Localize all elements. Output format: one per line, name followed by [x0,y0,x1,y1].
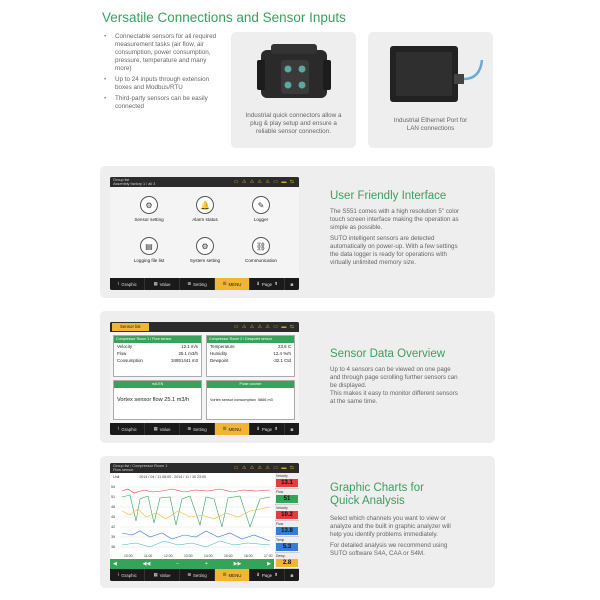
bell-icon: 🔔 [196,196,214,214]
sensor-row: Velocity 12.1 m/s [117,344,198,349]
readout-label: Dewp. [276,554,286,558]
value-icon: ▦ [153,281,158,286]
menu-icon: ☰ [222,281,227,286]
readout-value: 2.8 [276,559,298,567]
y-tick-label: 45 [111,515,115,520]
screen-header [110,177,299,187]
x-tick-label: 10:00 [124,554,133,558]
sensor-setting-icon: ⚙ [140,196,158,214]
sensor-box-header: mA.EN [114,381,201,388]
channel-readout[interactable] [275,473,299,489]
sensor-row: Dewpoint -32.1 Ctd [210,358,291,363]
sensor-box-header: Pulse counter [207,381,294,388]
chart-icon: ⌇ [117,426,120,431]
sensor-box-vortex-flow[interactable] [113,380,202,420]
status-icons: ▭ ⚠ ⚠ ⚠ ⚠ ▭ ▬ ⇆ [233,465,295,471]
readout-value: 51 [276,495,298,503]
menu-button[interactable]: ☰ MENU [215,423,250,435]
ethernet-card [368,32,493,148]
tile-label: Logging file list [133,258,165,263]
channel-readout[interactable] [275,489,299,505]
channel-readout[interactable] [275,505,299,521]
screen-header [110,463,299,473]
tile-label: Communication [245,258,277,263]
chart-icon: ⌇ [117,281,120,286]
sensor-row: Temperature 23.6 C [210,344,291,349]
ethernet-device-image [388,40,488,110]
tile-label: System setting [189,258,221,263]
chart-section-title: Graphic Charts for Quick Analysis [330,482,424,507]
x-tick-label: 15:00 [224,554,233,558]
tile-communication[interactable] [238,237,284,263]
sensor-paragraph: This makes it easy to monitor different sensors at the same time. [330,390,458,405]
sensor-box-header: Compressor Room 1 / Flow sensor [114,336,201,343]
sensor-box-flow[interactable] [113,335,202,377]
x-tick-label: 12:00 [164,554,173,558]
page-button[interactable]: ⬇ Page ⬆ [250,569,285,581]
zoom-in-icon[interactable]: + [204,561,208,567]
chart-toolbar [110,473,274,481]
screen-bottom-bar [110,278,299,290]
setting-button[interactable]: ⊞ Setting [180,569,215,581]
network-icon: ⛓ [252,237,270,255]
ui-paragraph: The S551 comes with a high resolution 5" color touch screen interface making the operation as simple as possible. [330,208,460,231]
file-list-icon: ▤ [140,237,158,255]
sensor-paragraph: Up to 4 sensors can be viewed on one page and through page scrolling further sensors can be displayed. [330,366,458,389]
page-button[interactable]: ⬇ Page ⬆ [250,423,285,435]
tile-system-setting[interactable] [182,237,228,263]
screen-header-sublabel: Assembly factory 1 / all 3 [113,182,156,186]
channel-readout[interactable] [275,521,299,537]
tile-alarm-status[interactable] [182,196,228,222]
y-tick-label: 51 [111,495,115,500]
readout-label: Temp [276,538,285,542]
screen-bottom-bar [110,423,299,435]
readout-value: 10.2 [276,511,298,519]
camera-icon: ◙ [290,572,294,578]
sensor-row: Humidity 12.4 %rh [210,351,291,356]
feature-item: • Third-party sensors can be easily connected [104,95,222,111]
camera-button[interactable] [285,278,299,290]
sensor-section-title: Sensor Data Overview [330,348,446,360]
screen-header [110,322,299,332]
chart-area [110,473,299,569]
readout-label: Flow [276,522,284,526]
value-icon: ▦ [153,572,158,577]
logger-icon: ✎ [252,196,270,214]
value-icon: ▦ [153,426,158,431]
scroll-right-fast-icon[interactable]: ▶▶ [233,561,242,567]
feature-item: • Up to 24 inputs through extension boxes and Modbus/RTU [104,76,222,92]
y-tick-label: 54 [111,485,115,490]
screen-bottom-bar [110,569,299,581]
readout-label: Velocity [276,474,288,478]
grid-icon: ⊞ [187,572,191,577]
y-tick-label: 48 [111,505,115,510]
setting-button[interactable]: ⊞ Setting [180,423,215,435]
y-tick-label: 36 [111,545,115,550]
readout-column [275,473,299,569]
menu-screen [110,177,299,290]
status-icons: ▭ ⚠ ⚠ ⚠ ⚠ ▭ ▬ ⇆ [233,179,295,185]
readout-label: Velocity [276,506,288,510]
screen-header-label: Group list [113,178,130,182]
chart-icon: ⌇ [117,572,120,577]
pulse-readout: Vortex sensor consumption 5666 m3 [210,398,273,402]
feature-item: • Connectable sensors for all required measurement tasks (air flow, air consumption, power consumption, pressure, temperature and many more) [104,33,222,73]
arrow-down-icon: ⬇ [256,281,260,286]
ui-section-text [330,208,462,270]
sensor-box-header: Compressor Room 2 / Dewpoint sensor [207,336,294,343]
scroll-left-icon[interactable]: ◀ [113,561,117,567]
readout-value: 5.3 [276,543,298,551]
grid-icon: ⊞ [187,426,191,431]
arrow-up-icon: ⬆ [274,572,278,577]
connectors-card [231,32,356,148]
value-button[interactable]: ▦ Value [145,569,180,581]
y-tick-label: 42 [111,525,115,530]
tile-label: Logger [253,217,269,222]
date-range: 2014 / 04 / 11 08:00 - 2014 / 11 / 30 23:00 [139,475,207,479]
gear-icon: ⚙ [196,237,214,255]
x-tick-label: 13:00 [184,554,193,558]
channel-readout[interactable] [275,537,299,553]
graphic-button[interactable]: ⌇ Graphic [110,569,145,581]
y-tick-label: 39 [111,535,115,540]
scroll-right-icon[interactable]: ▶ [267,561,271,567]
x-tick-label: 16:00 [244,554,253,558]
arrow-up-icon: ⬆ [274,281,278,286]
sensor-list-tab[interactable]: Sensor list [112,323,149,331]
sensor-box-dewpoint[interactable] [206,335,295,377]
readout-label: Flow [276,490,284,494]
sensor-row: Consumption 34891441 m3 [117,358,198,363]
x-tick-label: 14:00 [204,554,213,558]
tile-logging-file-list[interactable] [126,237,172,263]
value-button[interactable]: ▦ Value [145,423,180,435]
menu-icon: ☰ [222,572,227,577]
sensor-box-pulse-counter[interactable] [206,380,295,420]
arrow-up-icon: ⬆ [274,426,278,431]
connectors-caption: Industrial quick connectors allow a plug & play setup and ensure a reliable sensor connection. [245,112,342,135]
sensor-screen [110,322,299,435]
sensor-grid [110,332,299,423]
trend-chart[interactable] [110,481,274,559]
x-tick-label: 17:00 [264,554,273,558]
chart-paragraph: For detailed analysis we recommend using SUTO software S4A, CAA or S4M. [330,542,448,557]
page-button[interactable]: ⬇ Page ⬆ [250,278,285,290]
chart-section-text [330,515,464,561]
tile-logger[interactable] [238,196,284,222]
sensor-row: Flow 25.1 m3/h [117,351,198,356]
menu-grid [110,187,299,278]
scroll-left-fast-icon[interactable]: ◀◀ [142,561,151,567]
zoom-out-icon[interactable]: − [176,561,180,567]
readout-value: 13.1 [276,479,298,487]
unit-label: Unit [113,475,120,479]
graphic-button[interactable]: ⌇ Graphic [110,278,145,290]
graphic-button[interactable]: ⌇ Graphic [110,423,145,435]
readout-value: 13.8 [276,527,298,535]
camera-button[interactable] [285,569,299,581]
camera-button[interactable] [285,423,299,435]
x-tick-label: 11:00 [144,554,153,558]
tile-label: Sensor setting [134,217,164,222]
tile-sensor-setting[interactable] [126,196,172,222]
menu-button[interactable]: ☰ MENU [215,278,250,290]
menu-icon: ☰ [222,426,227,431]
value-button[interactable]: ▦ Value [145,278,180,290]
camera-icon: ◙ [290,281,294,287]
chart-screen [110,463,299,581]
status-icons: ▭ ⚠ ⚠ ⚠ ⚠ ▭ ▬ ⇆ [233,324,295,330]
chart-paragraph: Select which channels you want to view or analyze and the built in graphic analyzer will help you identify problems immediately. [330,515,451,538]
vortex-flow-readout: Vortex sensor flow 25.1 m3/h [117,397,190,403]
chart-nav-bar [110,559,274,569]
screen-header-label: Group list / Compressor Room 1 [113,464,168,468]
tile-label: Alarm status [192,217,218,222]
camera-icon: ◙ [290,426,294,432]
grid-icon: ⊞ [187,281,191,286]
sensor-section-text [330,366,462,409]
feature-list [104,33,222,114]
connector-device-image [257,42,331,104]
ui-section-title: User Friendly Interface [330,190,447,202]
ui-paragraph: SUTO intelligent sensors are detected automatically on power-up. With a few settings the data logger is ready for operations with virtually unlimited memory size. [330,235,458,266]
setting-button[interactable]: ⊞ Setting [180,278,215,290]
ethernet-caption: Industrial Ethernet Port for LAN connections [393,117,468,132]
arrow-down-icon: ⬇ [256,426,260,431]
menu-button[interactable]: ☰ MENU [215,569,250,581]
channel-readout[interactable] [275,553,299,569]
screen-header-sublabel: Flow sensor [113,468,134,472]
arrow-down-icon: ⬇ [256,572,260,577]
page-title: Versatile Connections and Sensor Inputs [102,10,346,25]
